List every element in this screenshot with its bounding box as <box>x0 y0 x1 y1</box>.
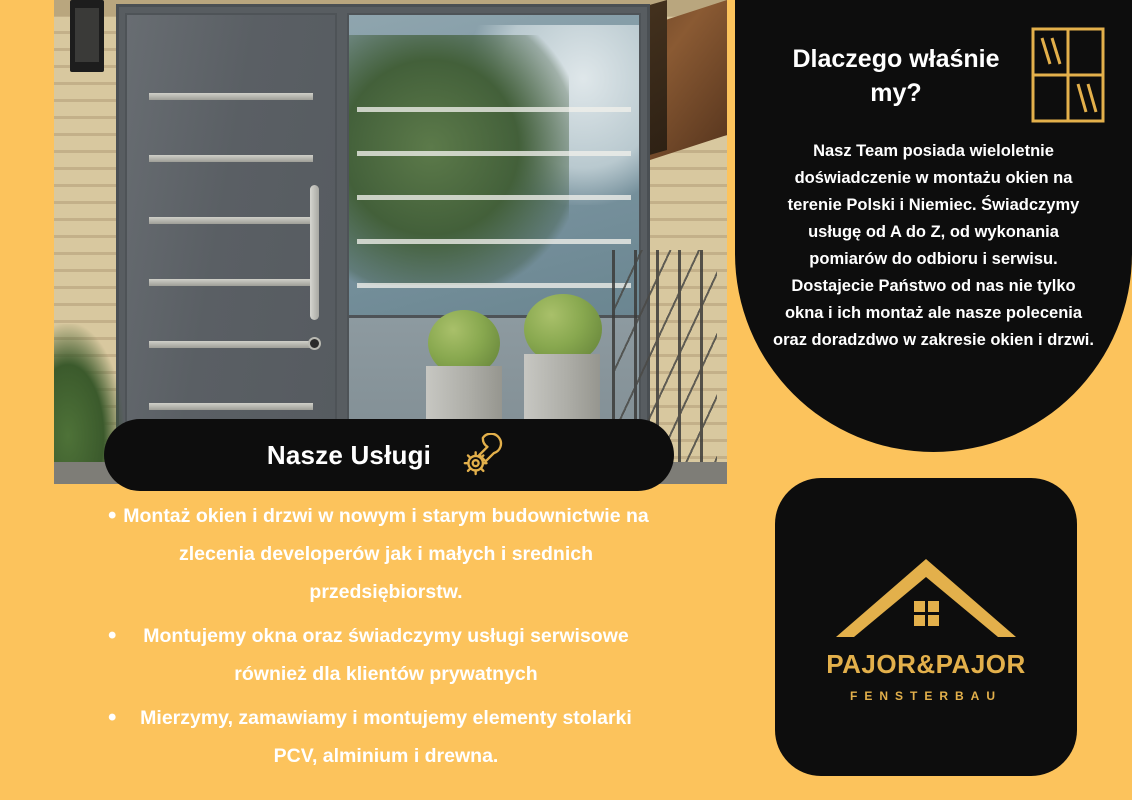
glass-stripe <box>357 283 631 288</box>
glass-stripe <box>357 239 631 244</box>
why-us-body: Nasz Team posiada wieloletnie doświadczenie w montażu okien na terenie Polski i Niemiec. Świadczymy usługę od A do Z, od wykonania pomiarów do odbioru i serwisu. Dostajecie Państwo od nas nie tylko okna i ich montaż ale nasze polecenia oraz doradzdwo w zakresie okien i drzwi. <box>773 142 1094 349</box>
door-trim-strip <box>149 279 313 286</box>
door-trim-strip <box>149 93 313 100</box>
services-list <box>96 497 676 781</box>
tree-reflection <box>347 35 569 285</box>
logo-subtitle: FENSTERBAU <box>849 689 1002 703</box>
glass-stripe <box>357 107 631 112</box>
house-roof-icon <box>828 551 1024 643</box>
wrench-gear-icon <box>453 433 511 477</box>
list-item: • Mierzymy, zamawiamy i montujemy elementy stolarki PCV, alminium i drewna. <box>96 699 676 781</box>
logo-company-name: PAJOR&PAJOR <box>826 649 1026 679</box>
list-item: • Montujemy okna oraz świadczymy usługi serwisowe również dla klientów prywatnych <box>96 617 676 699</box>
door-handle <box>310 185 319 320</box>
door-leaf <box>125 13 337 475</box>
glass-stripe <box>357 195 631 200</box>
company-logo-card <box>775 478 1077 776</box>
glass-stripe <box>357 151 631 156</box>
list-item: • Montaż okien i drzwi w nowym i starym budownictwie na zlecenia developerów jak i małych i srednich przedsiębiorstw. <box>96 497 676 617</box>
door-trim-strip <box>149 403 313 410</box>
window-frame-icon <box>1030 26 1106 124</box>
door-trim-strip <box>149 217 313 224</box>
services-header-pill <box>104 419 674 491</box>
why-us-title: Dlaczego właśnie my? <box>792 45 1000 107</box>
door-trim-strip <box>149 341 313 348</box>
door-trim-strip <box>149 155 313 162</box>
why-us-card <box>735 0 1132 452</box>
door-lock-icon <box>308 337 321 350</box>
services-title: Nasze Usługi <box>266 439 432 470</box>
door-photo <box>54 0 727 484</box>
wall-lamp-icon <box>70 0 104 72</box>
